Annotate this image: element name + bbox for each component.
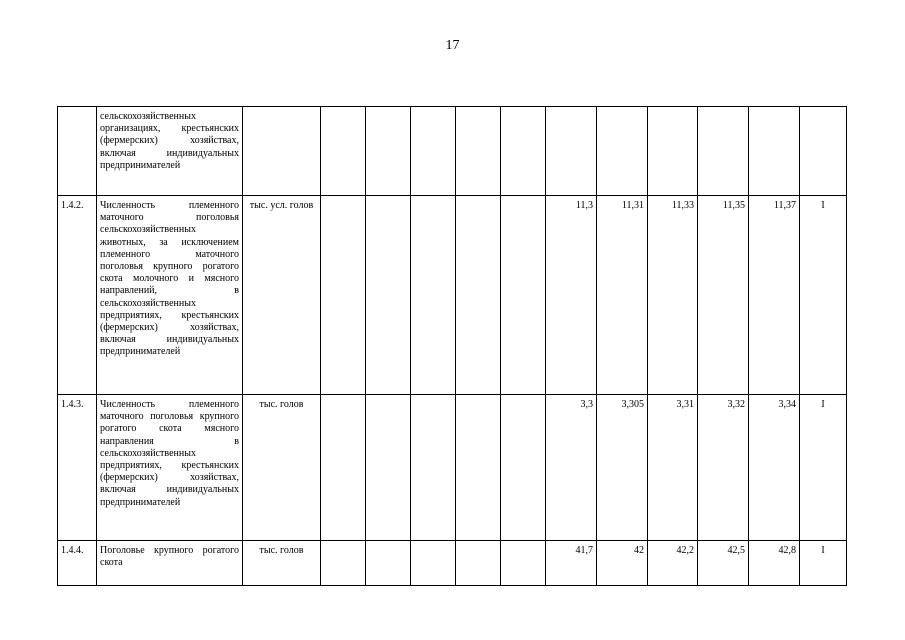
source-cell: I: [800, 395, 847, 541]
empty-cell: [456, 107, 501, 196]
unit-cell: тыс. голов: [243, 395, 321, 541]
value-cell: [597, 107, 648, 196]
empty-cell: [366, 196, 411, 395]
value-cell: 42,5: [698, 541, 749, 586]
value-cell: 41,7: [546, 541, 597, 586]
empty-cell: [456, 196, 501, 395]
empty-cell: [411, 541, 456, 586]
row-number: 1.4.4.: [58, 541, 97, 586]
empty-cell: [321, 541, 366, 586]
value-cell: 11,37: [749, 196, 800, 395]
value-cell: 3,3: [546, 395, 597, 541]
value-cell: [698, 107, 749, 196]
empty-cell: [411, 196, 456, 395]
empty-cell: [411, 395, 456, 541]
value-cell: 3,32: [698, 395, 749, 541]
empty-cell: [366, 395, 411, 541]
unit-cell: тыс. голов: [243, 541, 321, 586]
value-cell: 11,3: [546, 196, 597, 395]
row-number: 1.4.2.: [58, 196, 97, 395]
empty-cell: [501, 196, 546, 395]
value-cell: 3,34: [749, 395, 800, 541]
value-cell: 42,8: [749, 541, 800, 586]
table-row: [58, 196, 847, 395]
empty-cell: [501, 541, 546, 586]
value-cell: 11,31: [597, 196, 648, 395]
value-cell: 11,35: [698, 196, 749, 395]
source-cell: I: [800, 196, 847, 395]
table-row: [58, 541, 847, 586]
value-cell: 3,31: [648, 395, 698, 541]
indicator-description: Численность племенного маточного поголовья крупного рогатого скота мясного направления в сельскохозяйственных предприятиях, крестьянских (фермерских) хозяйствах, включая индивидуальных предпринимателей: [97, 395, 243, 541]
table-row: [58, 395, 847, 541]
empty-cell: [411, 107, 456, 196]
value-cell: 42: [597, 541, 648, 586]
source-cell: I: [800, 541, 847, 586]
empty-cell: [366, 541, 411, 586]
value-cell: 11,33: [648, 196, 698, 395]
indicator-description: Поголовье крупного рогатого скота: [97, 541, 243, 586]
value-cell: [749, 107, 800, 196]
indicator-description: сельскохозяйственных организациях, крестьянских (фермерских) хозяйствах, включая индивидуальных предпринимателей: [97, 107, 243, 196]
page-number: 17: [445, 38, 460, 53]
empty-cell: [321, 395, 366, 541]
empty-cell: [501, 395, 546, 541]
empty-cell: [456, 541, 501, 586]
empty-cell: [321, 107, 366, 196]
empty-cell: [501, 107, 546, 196]
row-number: [58, 107, 97, 196]
empty-cell: [456, 395, 501, 541]
unit-cell: тыс. усл. голов: [243, 196, 321, 395]
value-cell: [546, 107, 597, 196]
empty-cell: [366, 107, 411, 196]
row-number: 1.4.3.: [58, 395, 97, 541]
value-cell: 3,305: [597, 395, 648, 541]
empty-cell: [321, 196, 366, 395]
value-cell: 42,2: [648, 541, 698, 586]
source-cell: [800, 107, 847, 196]
indicators-table: [57, 106, 847, 586]
indicator-description: Численность племенного маточного поголовья сельскохозяйственных животных, за исключением племенного маточного поголовья крупного рогатого скота молочного и мясного направлений, в сельскохозяйственных предприятиях, крестьянских (фермерских) хозяйствах, включая индивидуальных предпринимателей: [97, 196, 243, 395]
value-cell: [648, 107, 698, 196]
table-row: [58, 107, 847, 196]
unit-cell: [243, 107, 321, 196]
